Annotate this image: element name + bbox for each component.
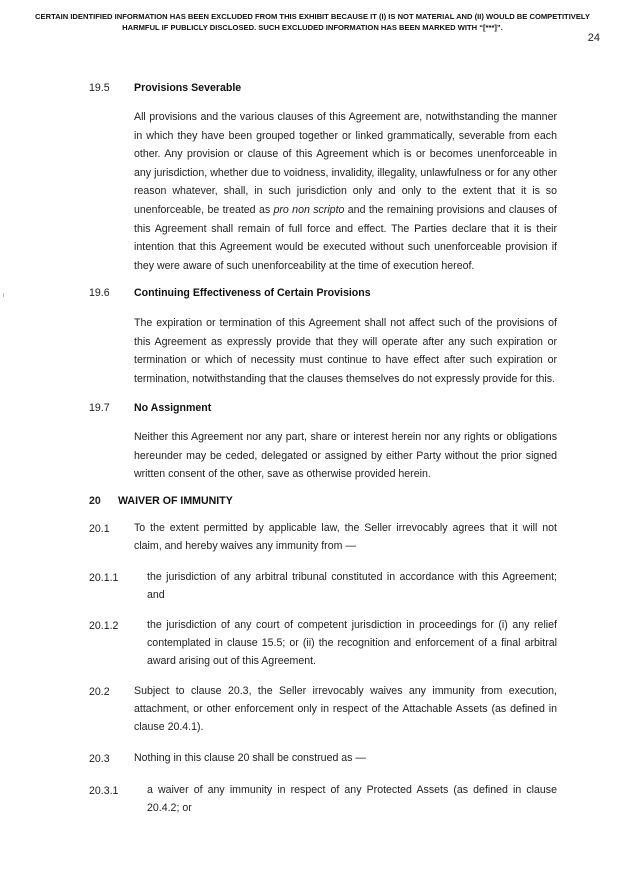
clause-paragraph: Nothing in this clause 20 shall be construed as — bbox=[134, 752, 367, 764]
page-number: 24 bbox=[587, 32, 600, 44]
clause-text: and the remaining provisions and clauses of this Agreement shall remain of full force and effect. The Parties declare that it is their intention that this Agreement would be executed without such unenforceable provision if they were aware of such unenforceability at the time of execution hereof. bbox=[134, 203, 557, 272]
clause-number: 20.3.1 bbox=[89, 785, 119, 797]
clause-number: 19.7 bbox=[89, 402, 110, 414]
clause-number: 20.1.2 bbox=[89, 620, 119, 632]
clause-text: All provisions and the various clauses of this Agreement are, notwithstanding the manner in which they have been grouped together or linked grammatically, severable from each other. Any provision or clause of this Agreement which is or becomes unenforceable in any jurisdiction, whether due to voidness, invalidity, illegality, unlawfulness or for any other reason whatever, shall, in such jurisdiction only and only to the extent that it is so unenforceable, be treated as bbox=[134, 111, 557, 216]
clause-number: 19.5 bbox=[89, 82, 110, 94]
margin-mark bbox=[3, 293, 4, 297]
clause-paragraph: a waiver of any immunity in respect of any Protected Assets (as defined in clause 20.4.2; or bbox=[147, 784, 557, 814]
confidentiality-notice: CERTAIN IDENTIFIED INFORMATION HAS BEEN EXCLUDED FROM THIS EXHIBIT BECAUSE IT (I) IS NOT MATERIAL AND (II) WOULD BE COMPETITIVELY HARMFUL IF PUBLICLY DISCLOSED. SUCH EXCLUDED INFORMATION HAS BEEN MARKED WITH “[***]”. bbox=[35, 12, 590, 32]
clause-paragraph: The expiration or termination of this Agreement shall not affect such of the provisions of this Agreement as expressly provide that they will operate after any such expiration or termination or which of necessity must continue to have effect after such expiration or termination, notwithstanding that the clauses themselves do not expressly provide for this. bbox=[134, 317, 557, 385]
clause-number: 20.1 bbox=[89, 523, 110, 535]
clause-number: 20.2 bbox=[89, 686, 110, 698]
clause-paragraph: the jurisdiction of any court of competent jurisdiction in proceedings for (i) any relief contemplated in clause 15.5; or (ii) the recognition and enforcement of a final arbitral award arising out of this Agreement. bbox=[147, 619, 557, 667]
clause-paragraph: To the extent permitted by applicable law, the Seller irrevocably agrees that it will not claim, and hereby waives any immunity from — bbox=[134, 522, 557, 552]
clause-number: 20.3 bbox=[89, 753, 110, 765]
section-number: 20 bbox=[89, 495, 101, 507]
clause-text-italic: pro non scripto bbox=[273, 203, 345, 216]
clause-number: 20.1.1 bbox=[89, 572, 119, 584]
clause-heading: Provisions Severable bbox=[134, 82, 242, 94]
clause-paragraph: Neither this Agreement nor any part, share or interest herein nor any rights or obligations hereunder may be ceded, delegated or assigned by either Party without the prior signed written consent of the other, save as otherwise provided herein. bbox=[134, 431, 557, 481]
clause-heading: Continuing Effectiveness of Certain Provisions bbox=[134, 287, 371, 299]
clause-paragraph: the jurisdiction of any arbitral tribunal constituted in accordance with this Agreement; and bbox=[147, 571, 557, 601]
clause-paragraph bbox=[134, 108, 557, 275]
section-heading: WAIVER OF IMMUNITY bbox=[118, 495, 233, 507]
clause-heading: No Assignment bbox=[134, 402, 212, 414]
clause-paragraph: Subject to clause 20.3, the Seller irrevocably waives any immunity from execution, attachment, or other enforcement only in respect of the Attachable Assets (as defined in clause 20.4.1). bbox=[134, 685, 557, 733]
clause-number: 19.6 bbox=[89, 287, 110, 299]
